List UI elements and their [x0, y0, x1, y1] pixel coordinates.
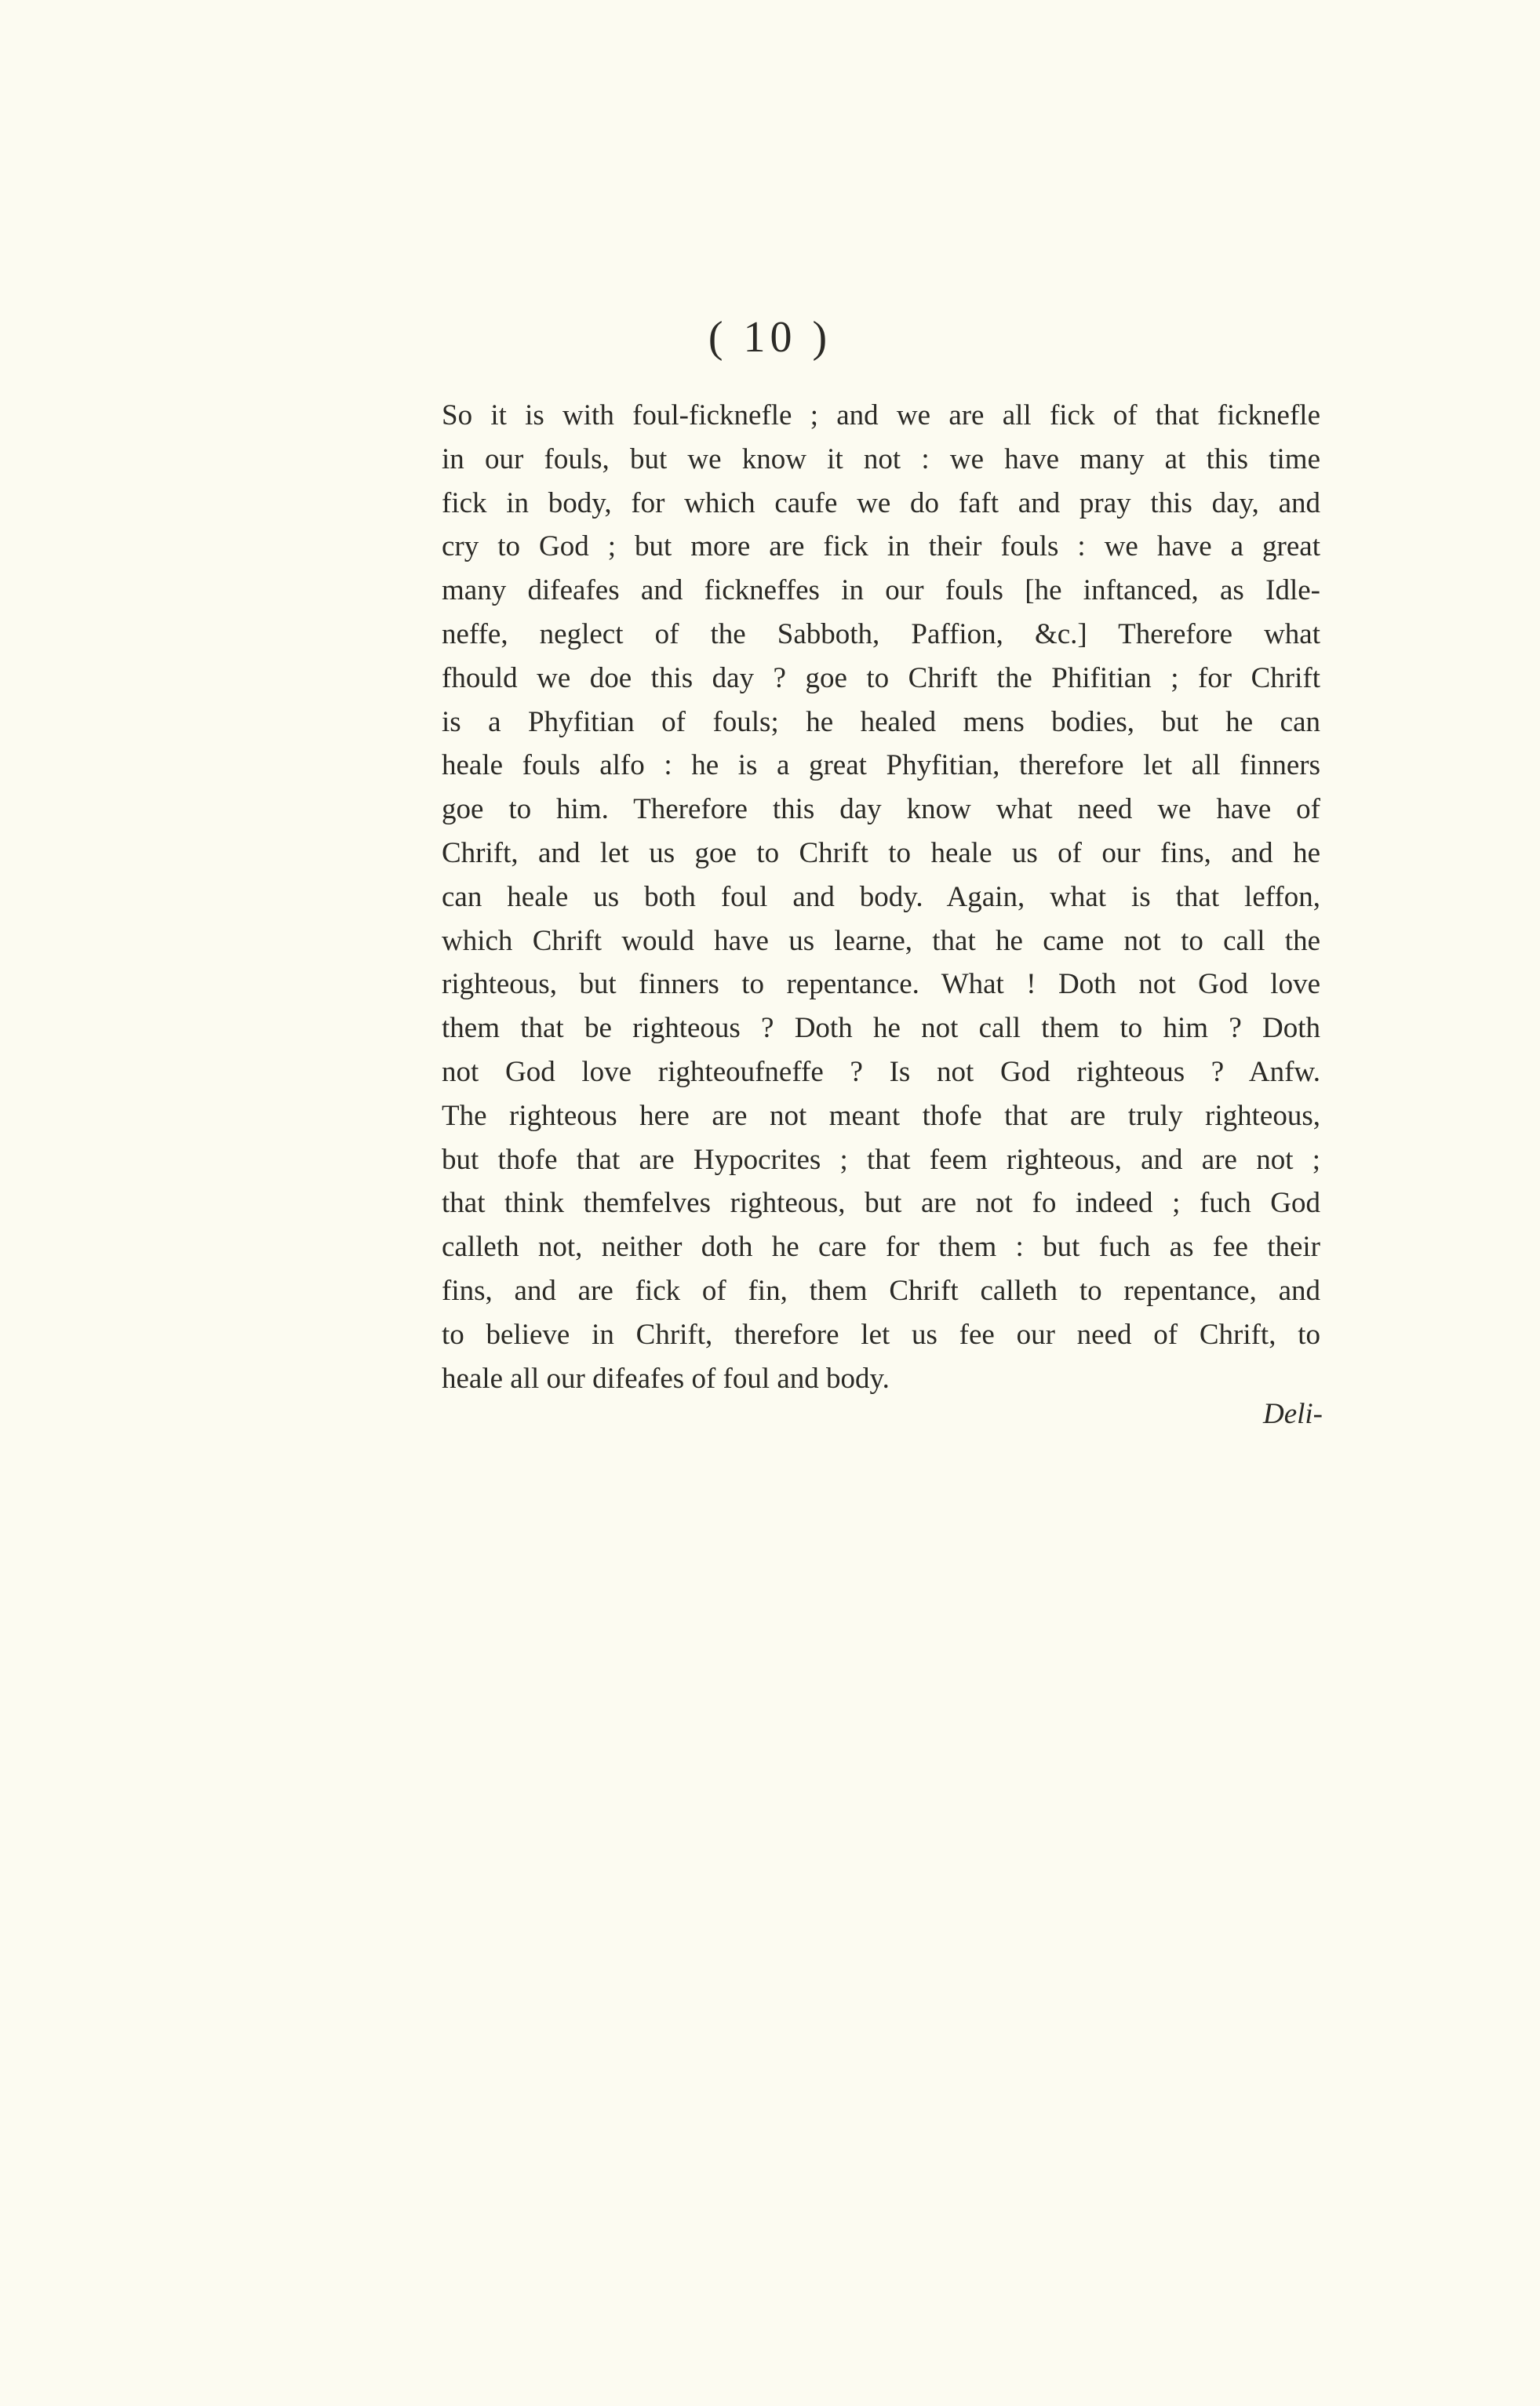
text-line: many difeafes and fickneffes in our fouls [he inftanced, as Idle-: [442, 574, 1320, 607]
text-line: So it is with foul-ficknefle ; and we are all fick of that ficknefle: [442, 399, 1320, 431]
text-line: fick in body, for which caufe we do faft and pray this day, and: [442, 486, 1320, 519]
catchword: Deli-: [1262, 1398, 1323, 1430]
text-line: The righteous here are not meant thofe that are truly righteous,: [442, 1099, 1320, 1132]
text-line: cry to God ; but more are fick in their fouls : we have a great: [442, 530, 1320, 563]
text-line: is a Phyfitian of fouls; he healed mens bodies, but he can: [442, 705, 1320, 738]
text-line: to believe in Chrift, therefore let us fee our need of Chrift, to: [442, 1318, 1320, 1351]
text-line: which Chrift would have us learne, that he came not to call the: [442, 924, 1320, 957]
text-line: in our fouls, but we know it not : we have many at this time: [442, 442, 1320, 475]
text-line: neffe, neglect of the Sabboth, Paffion, &c.] Therefore what: [442, 617, 1320, 650]
text-line: fins, and are fick of fin, them Chrift calleth to repentance, and: [442, 1274, 1320, 1307]
text-line: heale fouls alfo : he is a great Phyfitian, therefore let all finners: [442, 749, 1320, 782]
text-line: not God love righteoufneffe ? Is not God righteous ? Anfw.: [442, 1055, 1320, 1088]
text-line: righteous, but finners to repentance. What ! Doth not God love: [442, 968, 1320, 1001]
body-text: [442, 394, 1320, 1400]
text-line: fhould we doe this day ? goe to Chrift the Phifitian ; for Chrift: [442, 661, 1320, 694]
page-number: ( 10 ): [708, 313, 832, 362]
text-line: heale all our difeafes of foul and body.: [442, 1362, 890, 1395]
text-line: can heale us both foul and body. Again, what is that leffon,: [442, 880, 1320, 913]
text-line: Chrift, and let us goe to Chrift to heale us of our fins, and he: [442, 836, 1320, 869]
text-line: them that be righteous ? Doth he not call them to him ? Doth: [442, 1012, 1320, 1045]
text-line: goe to him. Therefore this day know what need we have of: [442, 793, 1320, 826]
text-line: calleth not, neither doth he care for them : but fuch as fee their: [442, 1231, 1320, 1264]
text-line: but thofe that are Hypocrites ; that feem righteous, and are not ;: [442, 1143, 1320, 1176]
text-line: that think themfelves righteous, but are not fo indeed ; fuch God: [442, 1187, 1320, 1220]
